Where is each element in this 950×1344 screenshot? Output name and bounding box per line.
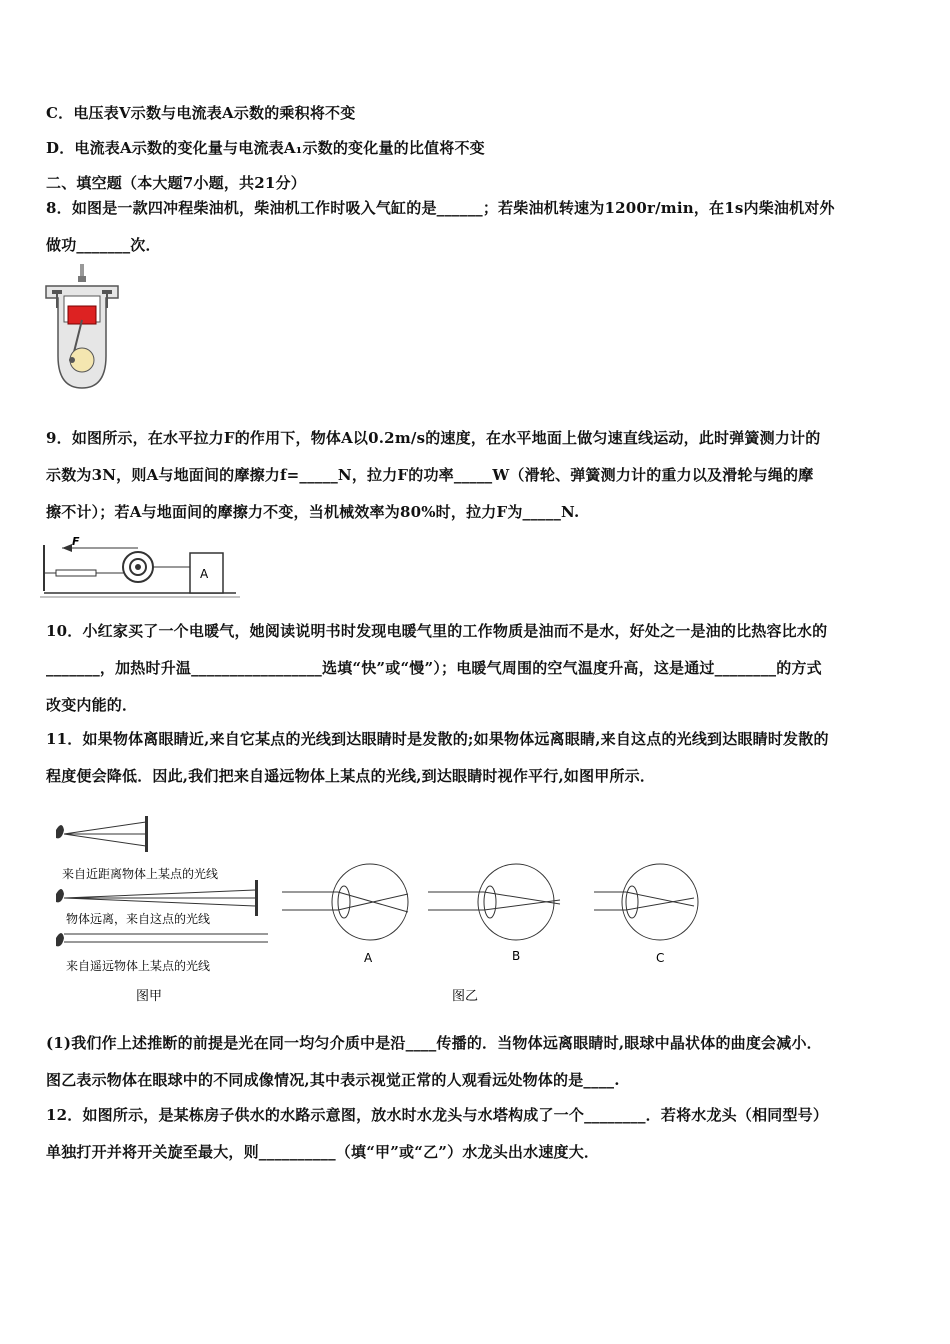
jia-caption: 图甲 — [136, 989, 163, 1004]
q11-sub1-line2: 图乙表示物体在眼球中的不同成像情况,其中表示视觉正常的人观看远处物体的是____. — [46, 1071, 620, 1089]
near-label: 来自近距离物体上某点的光线 — [62, 867, 219, 881]
eye-a-label: A — [364, 951, 373, 965]
q10-line1: 10．小红家买了一个电暖气，她阅读说明书时发现电暖气里的工作物质是油而不是水，好处之一是油的比热容比水的 — [46, 622, 828, 640]
section-title: 二、填空题（本大题7小题，共21分） — [46, 174, 306, 192]
eye-b-label: B — [512, 949, 521, 963]
figure-yi — [278, 852, 708, 1008]
q9-line2: 示数为3N，则A与地面间的摩擦力f=_____N，拉力F的功率_____W（滑轮、弹簧测力计的重力以及滑轮与绳的摩 — [46, 466, 814, 484]
option-d: D．电流表A示数的变化量与电流表A₁示数的变化量的比值将不变 — [46, 139, 485, 157]
far-label: 来自遥远物体上某点的光线 — [66, 959, 211, 973]
eye-c — [594, 864, 698, 965]
diesel-engine-figure — [44, 264, 120, 392]
q8-line1: 8．如图是一款四冲程柴油机，柴油机工作时吸入气缸的是______；若柴油机转速为1200r/min，在1s内柴油机对外 — [46, 199, 835, 217]
eye-c-label: C — [656, 951, 665, 965]
eye-a — [282, 864, 408, 965]
q11-line1: 11．如果物体离眼睛近,来自它某点的光线到达眼睛时是发散的;如果物体远离眼睛,来自这点的光线到达眼睛时发散的 — [46, 730, 829, 748]
q8-line2: 做功_______次． — [46, 236, 161, 254]
eye-b — [428, 864, 560, 963]
figure-jia — [44, 808, 284, 1008]
q11-sub1-line1: (1)我们作上述推断的前提是光在同一均匀介质中是沿____传播的．当物体远离眼睛时,眼球中晶状体的曲度会减小． — [46, 1034, 822, 1052]
block-a-label: A — [200, 567, 209, 581]
q12-line2: 单独打开并将开关旋至最大，则__________（填“甲”或“乙”）水龙头出水速度大． — [46, 1143, 600, 1161]
q10-line3: 改变内能的． — [46, 696, 138, 714]
q9-line1: 9．如图所示，在水平拉力F的作用下，物体A以0.2m/s的速度，在水平地面上做匀速直线运动，此时弹簧测力计的 — [46, 429, 821, 447]
q9-line3: 擦不计）；若A与地面间的摩擦力不变，当机械效率为80%时，拉力F为_____N. — [46, 503, 580, 521]
option-c: C．电压表V示数与电流表A示数的乘积将不变 — [46, 104, 356, 122]
pulley-figure — [40, 533, 240, 599]
q12-line1: 12．如图所示，是某栋房子供水的水路示意图，放水时水龙头与水塔构成了一个________．若将水龙头（相同型号） — [46, 1106, 829, 1124]
q10-line2: _______，加热时升温_________________选填“快”或“慢”）；电暖气周围的空气温度升高，这是通过________的方式 — [46, 659, 822, 677]
yi-caption: 图乙 — [452, 989, 479, 1004]
mid-label: 物体远离，来自这点的光线 — [66, 912, 211, 926]
q11-line2: 程度便会降低．因此,我们把来自遥远物体上某点的光线,到达眼睛时视作平行,如图甲所示． — [46, 767, 656, 785]
force-label: F — [72, 535, 80, 548]
